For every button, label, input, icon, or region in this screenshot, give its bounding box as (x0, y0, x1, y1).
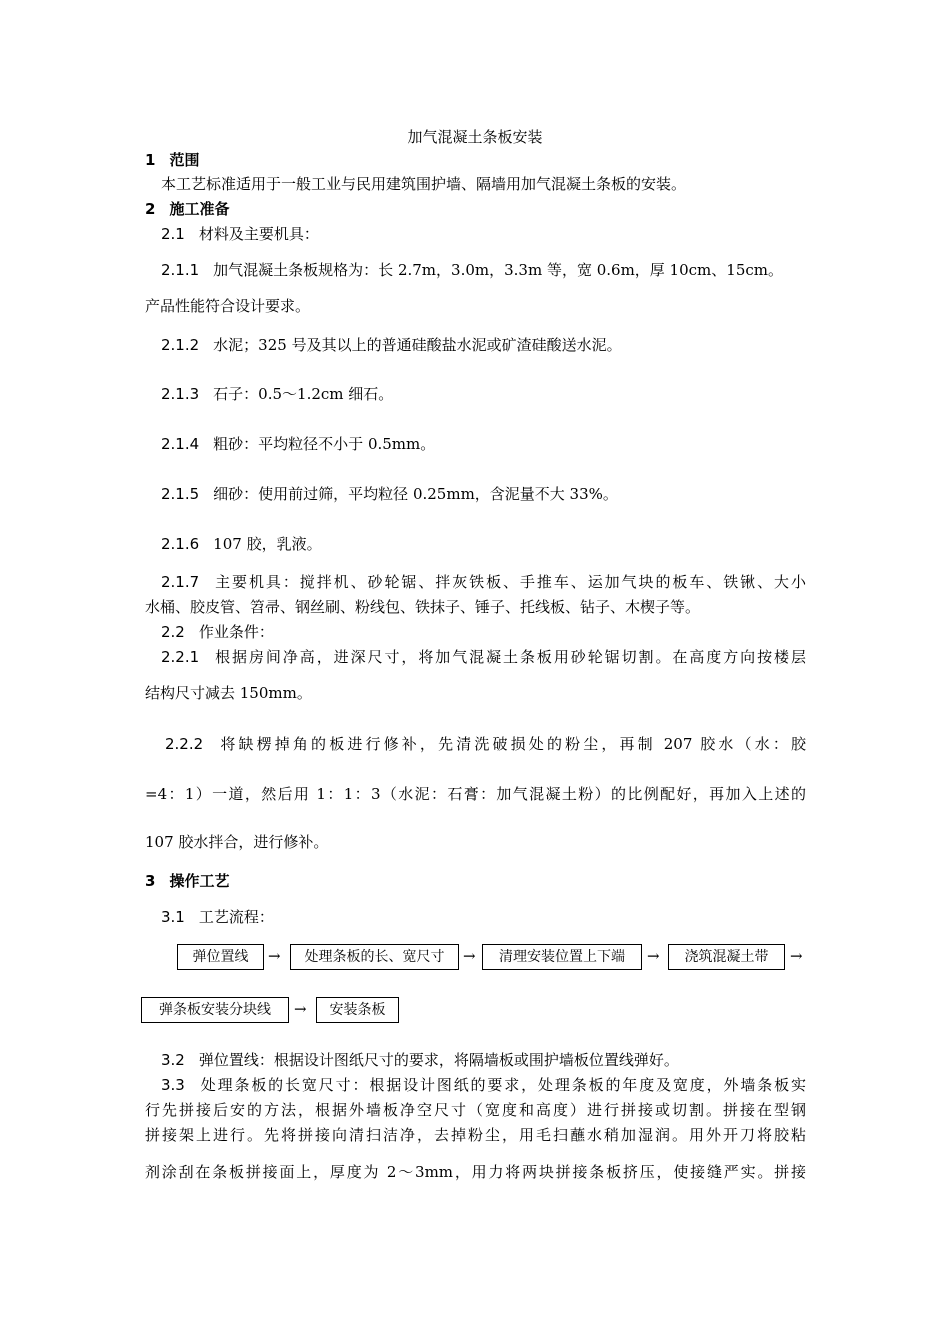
clause-3-3-cont-2: 拼接架上进行。先将拼接向清扫洁净，去掉粉尘，用毛扫蘸水稍加湿润。用外开刀将胶粘 (145, 1126, 806, 1144)
clause-2-1-7: 2.1.7 主要机具：搅拌机、砂轮锯、拌灰铁板、手推车、运加气块的板车、铁锹、大小 (161, 573, 806, 591)
clause-3-1: 3.1 工艺流程： (161, 908, 274, 926)
flow-step-4: 浇筑混凝土带 (668, 944, 785, 970)
section-1-text: 本工艺标准适用于一般工业与民用建筑围护墙、隔墙用加气混凝土条板的安装。 (161, 175, 687, 193)
clause-2-2-2-cont-2: 107 胶水拌合，进行修补。 (145, 833, 329, 851)
section-1-heading: 1 范围 (145, 151, 200, 169)
clause-3-3: 3.3 处理条板的长宽尺寸：根据设计图纸的要求，处理条板的年度及宽度，外墙条板实 (161, 1076, 806, 1094)
section-2-heading: 2 施工准备 (145, 200, 230, 218)
flow-step-5: 弹条板安装分块线 (141, 997, 289, 1023)
flow-arrow-icon: → (790, 947, 803, 965)
clause-2-2-2: 2.2.2 将缺楞掉角的板进行修补，先清洗破损处的粉尘，再制 207 胶水（水：胶 (165, 735, 806, 753)
clause-3-3-cont-1: 行先拼接后安的方法，根据外墙板净空尺寸（宽度和高度）进行拼接或切割。拼接在型钢 (145, 1101, 806, 1119)
clause-2-2-2-cont-1: =4：1）一道，然后用 1：1：3（水泥：石膏：加气混凝土粉）的比例配好，再加入上述的 (145, 785, 806, 803)
flow-step-2: 处理条板的长、宽尺寸 (290, 944, 459, 970)
clause-2-1-7-cont: 水桶、胶皮管、笤帚、钢丝刷、粉线包、铁抹子、锤子、托线板、钻子、木楔子等。 (145, 598, 701, 616)
clause-2-2-1: 2.2.1 根据房间净高，进深尺寸，将加气混凝土条板用砂轮锯切割。在高度方向按楼层 (161, 648, 806, 666)
flow-step-3: 清理安装位置上下端 (482, 944, 642, 970)
clause-3-2: 3.2 弹位置线：根据设计图纸尺寸的要求，将隔墙板或围护墙板位置线弹好。 (161, 1051, 679, 1069)
flow-arrow-icon: → (647, 947, 660, 965)
clause-2-1-1: 2.1.1 加气混凝土条板规格为：长 2.7m，3.0m，3.3m 等，宽 0.6m，厚 10cm、15cm。 (161, 261, 783, 279)
clause-2-1-6: 2.1.6 107 胶，乳液。 (161, 535, 322, 553)
flow-arrow-icon: → (294, 1000, 307, 1018)
flow-arrow-icon: → (463, 947, 476, 965)
clause-3-3-cont-3: 剂涂刮在条板拼接面上，厚度为 2～3mm，用力将两块拼接条板挤压，使接缝严实。拼接 (145, 1163, 806, 1181)
clause-2-1-1-cont: 产品性能符合设计要求。 (145, 297, 311, 315)
clause-2-1-5: 2.1.5 细砂：使用前过筛，平均粒径 0.25mm，含泥量不大 33%。 (161, 485, 618, 503)
section-3-heading: 3 操作工艺 (145, 872, 230, 890)
flow-step-1: 弹位置线 (177, 944, 264, 970)
clause-2-1-3: 2.1.3 石子：0.5～1.2cm 细石。 (161, 385, 394, 403)
clause-2-1-4: 2.1.4 粗砂：平均粒径不小于 0.5mm。 (161, 435, 436, 453)
clause-2-2: 2.2 作业条件： (161, 623, 274, 641)
clause-2-1: 2.1 材料及主要机具： (161, 225, 319, 243)
clause-2-2-1-cont: 结构尺寸减去 150mm。 (145, 684, 312, 702)
flow-arrow-icon: → (268, 947, 281, 965)
clause-2-1-2: 2.1.2 水泥；325 号及其以上的普通硅酸盐水泥或矿渣硅酸送水泥。 (161, 336, 622, 354)
flow-step-6: 安装条板 (316, 997, 399, 1023)
document-title: 加气混凝土条板安装 (407, 128, 543, 146)
